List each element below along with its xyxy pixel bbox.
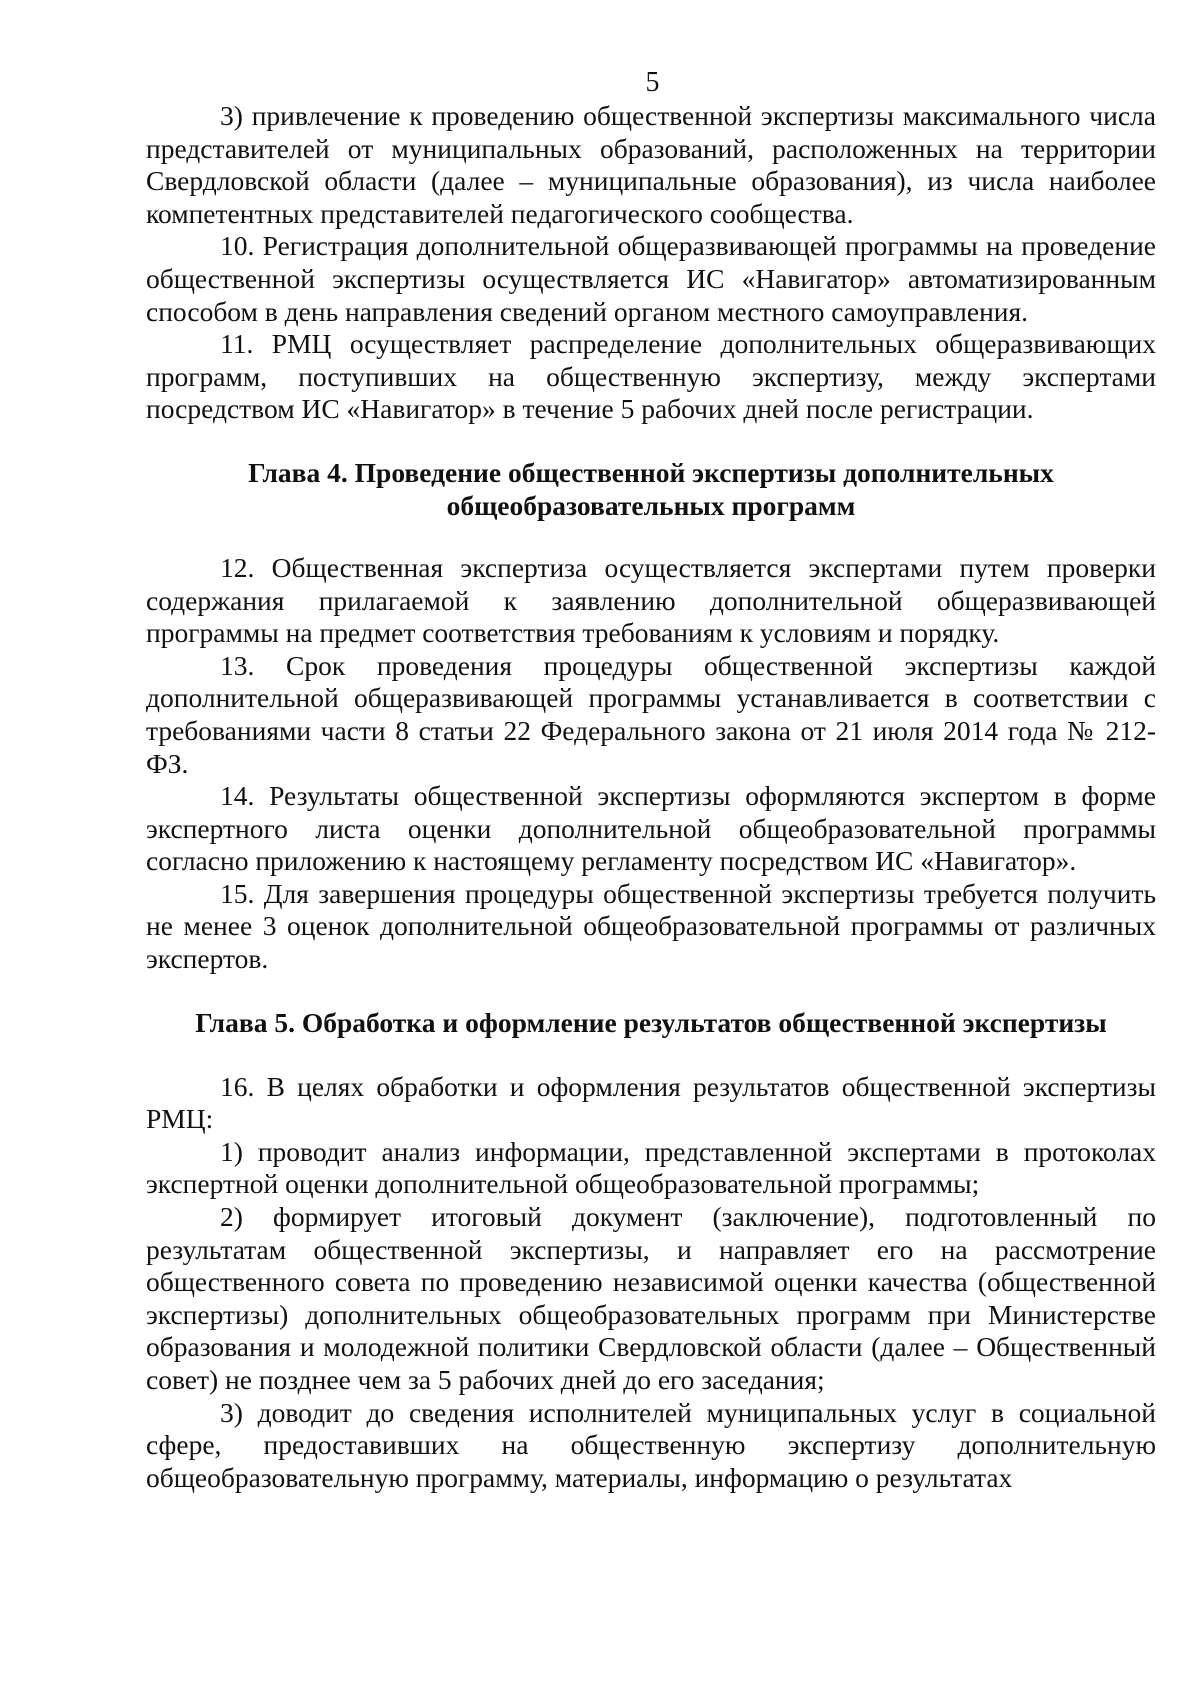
- paragraph-item-3: 3) привлечение к проведению общественной экспертизы максимального числа представителей от муниципальных образований, расположенных на территории Свердловской области (далее – муниципальные образования), из числа наиболее компетентных представителей педагогического сообщества.: [146, 100, 1156, 229]
- paragraph-16-item-3: 3) доводит до сведения исполнителей муниципальных услуг в социальной сфере, предоставивших на общественную экспертизу дополнительную общеобразовательную программу, материалы, информацию о результатах: [146, 1396, 1156, 1493]
- paragraph-10: 10. Регистрация дополнительной общеразвивающей программы на проведение общественной экспертизы осуществляется ИС «Навигатор» автоматизированным способом в день направления сведений органом местного самоуправления.: [146, 230, 1156, 327]
- paragraph-11: 11. РМЦ осуществляет распределение дополнительных общеразвивающих программ, поступивших на общественную экспертизу, между экспертами посредством ИС «Навигатор» в течение 5 рабочих дней после регистрации.: [146, 328, 1156, 425]
- paragraph-12: 12. Общественная экспертиза осуществляется экспертами путем проверки содержания прилагаемой к заявлению дополнительной общеразвивающей программы на предмет соответствия требованиям к условиям и порядку.: [146, 551, 1156, 649]
- chapter-4-heading-line-2: общеобразовательных программ: [446, 489, 856, 521]
- document-body: [146, 100, 1156, 1494]
- page-number: 5: [645, 67, 660, 98]
- paragraph-16-item-1: 1) проводит анализ информации, представленной экспертами в протоколах экспертной оценки дополнительной общеобразовательной программы;: [146, 1135, 1156, 1200]
- paragraph-13: 13. Срок проведения процедуры общественной экспертизы каждой дополнительной общеразвивающей программы устанавливается в соответствии с требованиями части 8 статьи 22 Федерального закона от 21 июля 2014 года № 212-ФЗ.: [146, 649, 1156, 779]
- paragraph-14: 14. Результаты общественной экспертизы оформляются экспертом в форме экспертного листа оценки дополнительной общеобразовательной программы согласно приложению к настоящему регламенту посредством ИС «Навигатор».: [146, 780, 1156, 877]
- paragraph-16-item-2: 2) формирует итоговый документ (заключение), подготовленный по результатам общественной экспертизы, и направляет его на рассмотрение общественного совета по проведению независимой оценки качества (общественной экспертизы) дополнительных общеобразовательных программ при Министерстве образования и молодежной политики Свердловской области (далее – Общественный совет) не позднее чем за 5 рабочих дней до его заседания;: [146, 1201, 1156, 1395]
- paragraph-15: 15. Для завершения процедуры общественной экспертизы требуется получить не менее 3 оценок дополнительной общеобразовательной программы от различных экспертов.: [146, 877, 1156, 975]
- chapter-4-heading: [146, 456, 1156, 522]
- chapter-5-heading: Глава 5. Обработка и оформление результатов общественной экспертизы: [195, 1006, 1107, 1038]
- paragraph-16: 16. В целях обработки и оформления результатов общественной экспертизы РМЦ:: [146, 1070, 1156, 1135]
- chapter-4-heading-line-1: Глава 4. Проведение общественной экспертизы дополнительных: [248, 456, 1054, 488]
